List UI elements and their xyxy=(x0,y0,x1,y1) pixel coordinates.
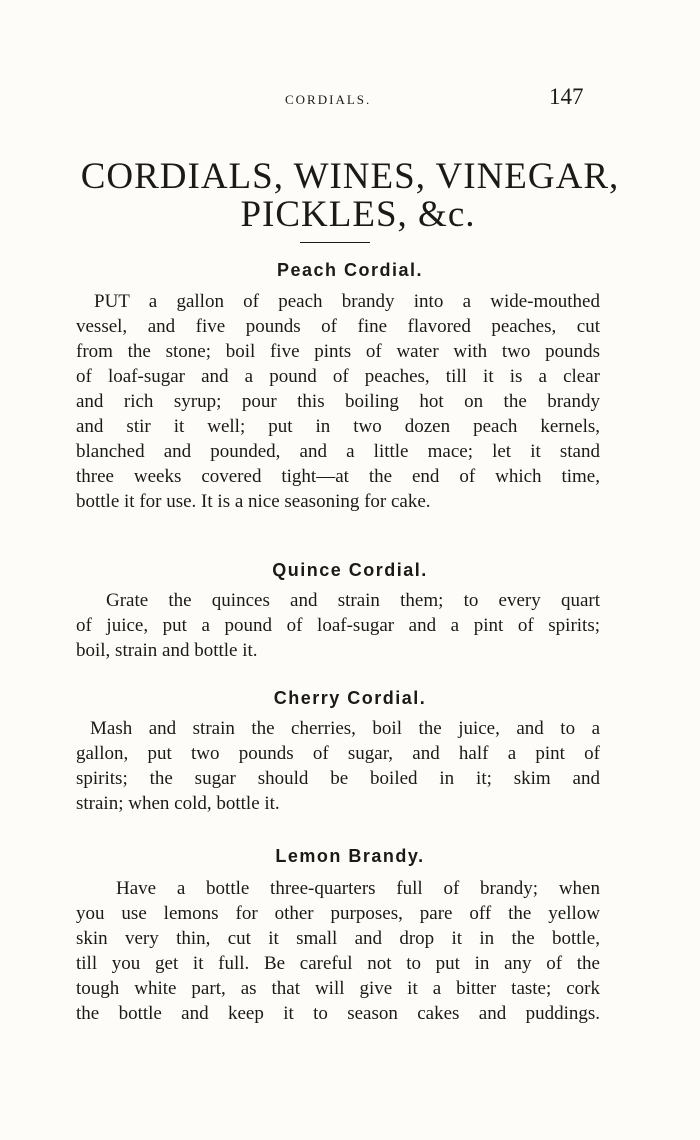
text-line: you use lemons for other purposes, pare off the yellow xyxy=(76,903,600,924)
recipe-text-cherry-cordial xyxy=(76,716,600,816)
recipe-title-lemon-brandy: Lemon Brandy. xyxy=(275,846,425,866)
recipe-text-peach-cordial xyxy=(76,289,600,514)
text-line: the bottle and keep it to season cakes and puddings. xyxy=(76,1003,600,1024)
recipe-title-quince-cordial: Quince Cordial. xyxy=(272,560,428,580)
title-divider xyxy=(300,242,370,243)
text-line: Mash and strain the cherries, boil the juice, and to a xyxy=(90,718,600,739)
text-line: tough white part, as that will give it a bitter taste; cork xyxy=(76,978,600,999)
text-line: blanched and pounded, and a little mace; let it stand xyxy=(76,441,600,462)
text-line: of juice, put a pound of loaf-sugar and a pint of spirits; xyxy=(76,615,600,636)
text-line: boil, strain and bottle it. xyxy=(76,640,258,661)
text-line: three weeks covered tight—at the end of which time, xyxy=(76,466,600,487)
recipe-title-peach-cordial: Peach Cordial. xyxy=(276,260,424,280)
text-line: gallon, put two pounds of sugar, and half a pint of xyxy=(76,743,600,764)
text-line: till you get it full. Be careful not to put in any of the xyxy=(76,953,600,974)
text-line: spirits; the sugar should be boiled in it; skim and xyxy=(76,768,600,789)
text-line: Grate the quinces and strain them; to every quart xyxy=(106,590,600,611)
text-line: strain; when cold, bottle it. xyxy=(76,793,280,814)
text-line: PUT a gallon of peach brandy into a wide-mouthed xyxy=(94,291,600,312)
text-line: vessel, and five pounds of fine flavored peaches, cut xyxy=(76,316,600,337)
text-line: skin very thin, cut it small and drop it in the bottle, xyxy=(76,928,600,949)
text-line: Have a bottle three-quarters full of brandy; when xyxy=(116,878,600,899)
recipe-text-lemon-brandy xyxy=(76,876,600,1026)
running-head xyxy=(0,86,700,110)
recipe-text-quince-cordial xyxy=(76,588,600,663)
page-number: 147 xyxy=(549,84,584,109)
text-line: of loaf-sugar and a pound of peaches, till it is a clear xyxy=(76,366,600,387)
section-title-line-2: PICKLES, &c. xyxy=(240,194,476,235)
text-line: from the stone; boil five pints of water with two pounds xyxy=(76,341,600,362)
running-title: CORDIALS. xyxy=(285,92,372,107)
section-title-line-1: CORDIALS, WINES, VINEGAR, xyxy=(80,156,620,197)
text-line: bottle it for use. It is a nice seasoning for cake. xyxy=(76,491,431,512)
recipe-title-cherry-cordial: Cherry Cordial. xyxy=(273,688,427,708)
text-line: and stir it well; put in two dozen peach kernels, xyxy=(76,416,600,437)
text-line: and rich syrup; pour this boiling hot on the brandy xyxy=(76,391,600,412)
section-title xyxy=(0,158,700,234)
